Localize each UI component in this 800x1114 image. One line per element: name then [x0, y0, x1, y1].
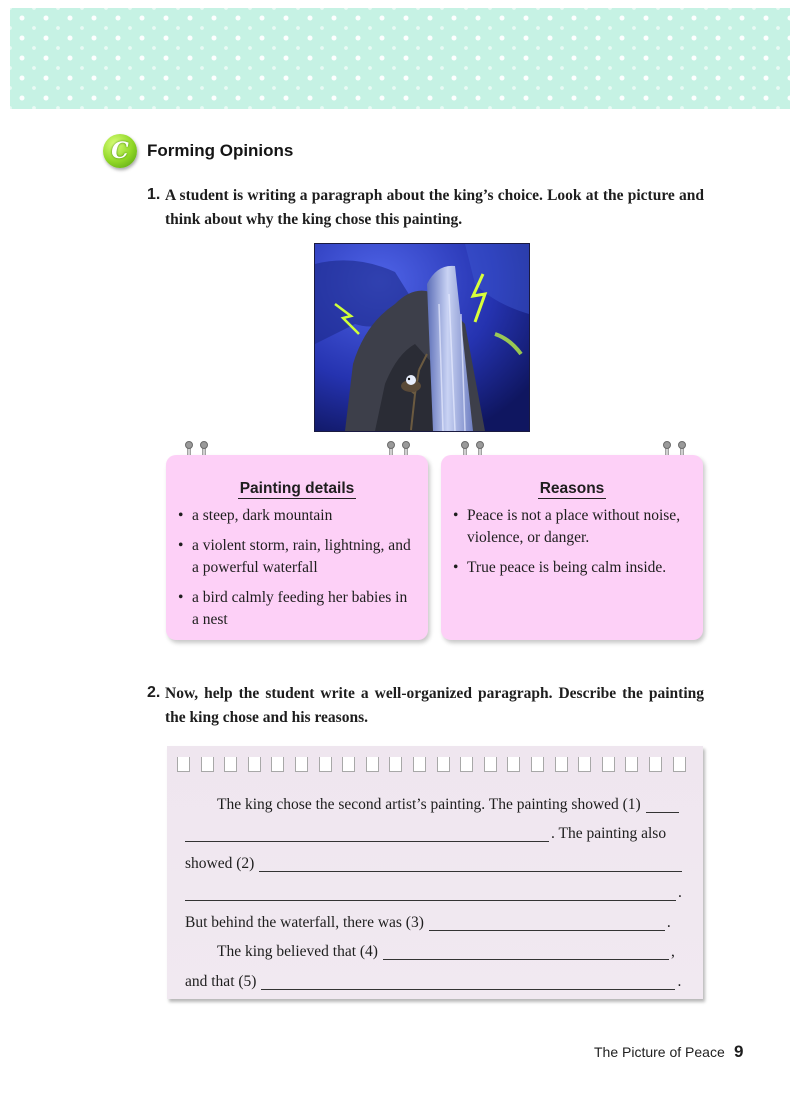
section-title: Forming Opinions — [147, 141, 294, 160]
question-2-text: Now, help the student write a well-organized paragraph. Describe the painting the king chose and his reasons. — [165, 685, 704, 726]
paragraph-line — [185, 961, 685, 991]
perforation-hole — [201, 757, 214, 772]
perforation-hole — [437, 757, 450, 772]
perforation-hole — [319, 757, 332, 772]
perforation-hole — [602, 757, 615, 772]
perforation-hole — [531, 757, 544, 772]
list-item: • True peace is being calm inside. — [451, 557, 693, 579]
paragraph-line — [185, 843, 685, 873]
paragraph-line-text: . The painting also — [551, 825, 667, 842]
blank-3[interactable] — [429, 916, 665, 931]
perforation-hole — [507, 757, 520, 772]
perforation-hole — [177, 757, 190, 772]
footer-title: The Picture of Peace — [594, 1044, 725, 1060]
perforation-hole — [366, 757, 379, 772]
painting-details-title: Painting details — [239, 480, 355, 497]
perforation-hole — [555, 757, 568, 772]
blank-2[interactable] — [259, 857, 682, 872]
blank-1[interactable] — [185, 827, 549, 842]
perforation-hole — [484, 757, 497, 772]
list-item: • Peace is not a place without noise, violence, or danger. — [451, 505, 693, 549]
paragraph-line — [185, 932, 685, 962]
page-number: 9 — [734, 1042, 744, 1061]
list-item: • a bird calmly feeding her babies in a nest — [176, 587, 416, 631]
paragraph-line-text: showed (2) — [185, 854, 255, 872]
paragraph-line-text: The king chose the second artist’s painting. The painting showed (1) — [217, 795, 641, 813]
blank-2-cont[interactable] — [185, 886, 676, 901]
perforation-hole — [389, 757, 402, 772]
perforation-hole — [578, 757, 591, 772]
question-1-number: 1. — [147, 186, 161, 203]
reasons-card — [441, 455, 703, 640]
paragraph-line-text: The king believed that (4) — [217, 943, 378, 960]
paragraph-line — [185, 814, 685, 844]
question-2-number: 2. — [147, 684, 161, 701]
question-1-text: A student is writing a paragraph about the king’s choice. Look at the picture and think about why the king chose this painting. — [165, 187, 704, 228]
blank-5[interactable] — [261, 975, 675, 990]
perforation-hole — [460, 757, 473, 772]
storm-painting-art — [315, 244, 529, 431]
reasons-list — [451, 505, 693, 587]
perforation-hole — [342, 757, 355, 772]
paragraph-line — [185, 873, 685, 903]
list-item: • a steep, dark mountain — [176, 505, 416, 527]
paragraph-line-text: But behind the waterfall, there was (3) — [185, 913, 424, 931]
painting-details-list — [176, 505, 416, 639]
perforation-hole — [271, 757, 284, 772]
perforation-hole — [673, 757, 686, 772]
blank-1-start[interactable] — [646, 798, 679, 813]
reasons-title: Reasons — [539, 480, 605, 497]
paragraph-text — [185, 784, 685, 991]
perforation-hole — [295, 757, 308, 772]
header-banner — [10, 8, 790, 109]
paragraph-line — [185, 902, 685, 932]
paragraph-line — [185, 784, 685, 814]
perforation-hole — [248, 757, 261, 772]
paragraph-line-text: . — [666, 913, 671, 931]
paragraph-sheet — [167, 746, 703, 999]
blank-4[interactable] — [383, 945, 669, 960]
perforation-hole — [224, 757, 237, 772]
perforation-hole — [413, 757, 426, 772]
list-item: • a violent storm, rain, lightning, and a powerful waterfall — [176, 535, 416, 579]
painting-details-card — [166, 455, 428, 640]
perforation-hole — [649, 757, 662, 772]
section-letter-badge: C — [103, 134, 137, 168]
paragraph-line-text: , — [670, 943, 675, 960]
paragraph-line-text: and that (5) — [185, 972, 257, 990]
paragraph-line-text: . — [678, 884, 682, 901]
paragraph-line-text: . — [677, 972, 682, 990]
storm-painting — [314, 243, 530, 432]
perforation-hole — [625, 757, 638, 772]
